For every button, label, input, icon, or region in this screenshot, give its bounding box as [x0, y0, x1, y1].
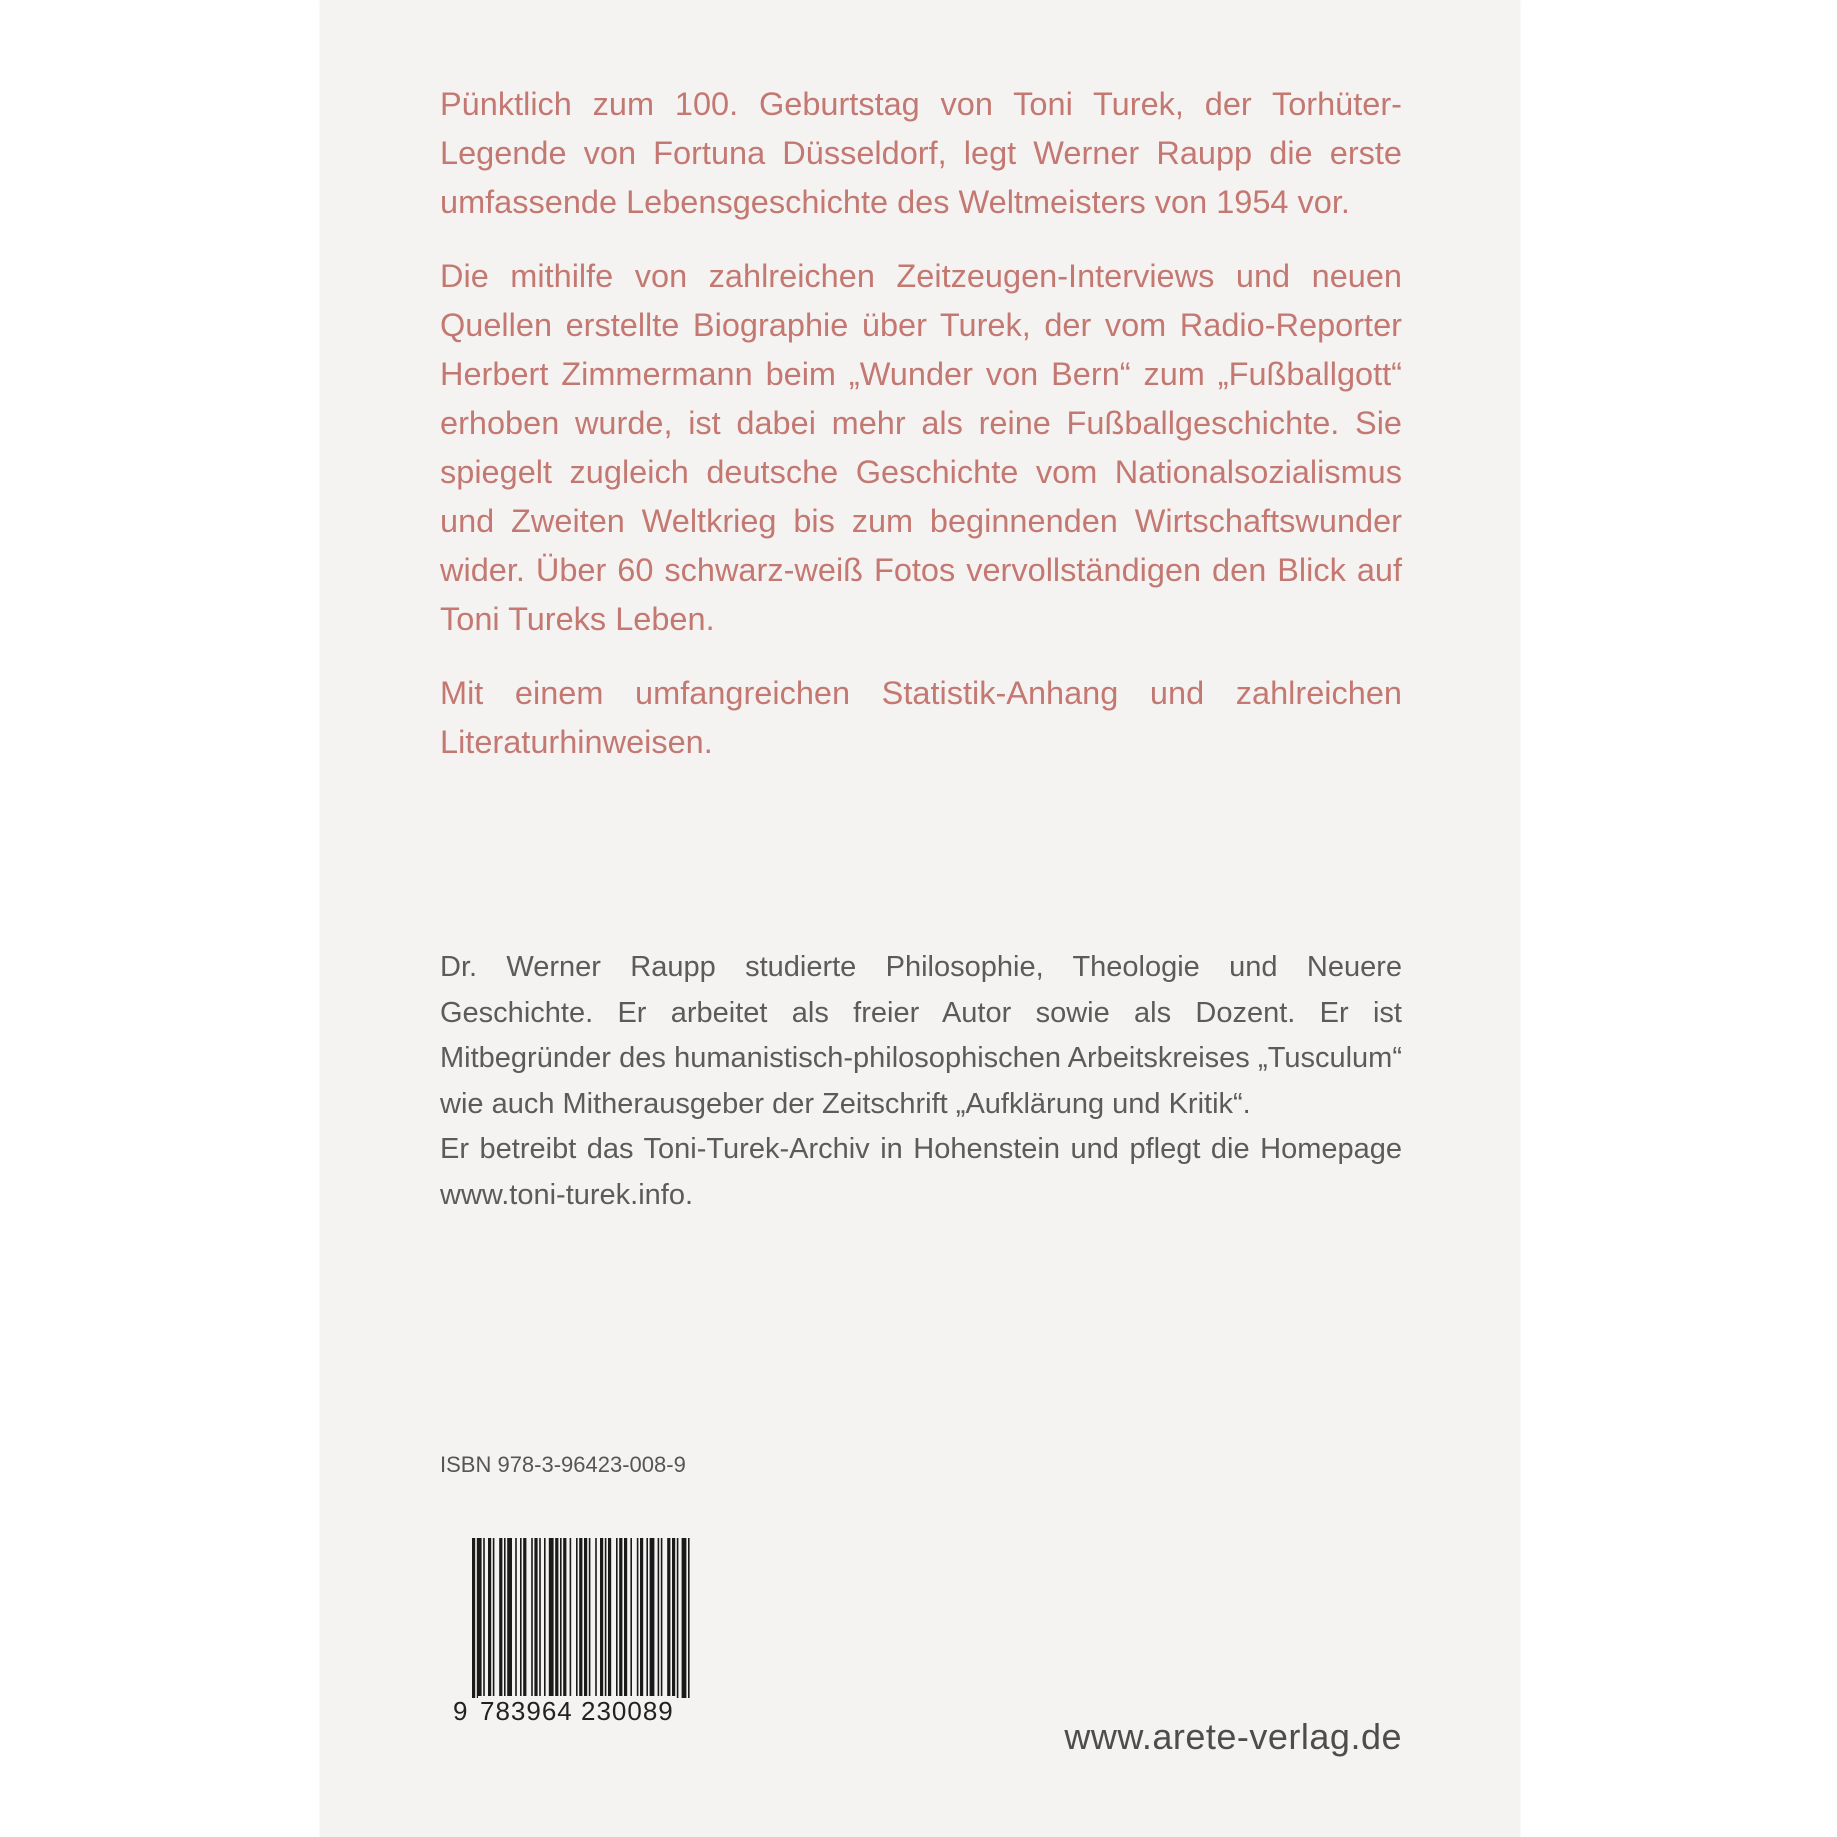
- barcode-bar: [605, 1538, 607, 1698]
- barcode-bar: [640, 1538, 643, 1698]
- barcode-bar: [477, 1538, 482, 1698]
- barcode-bar: [483, 1538, 485, 1698]
- barcode-bar: [534, 1538, 537, 1698]
- barcode-main-digits: 783964 230089: [480, 1696, 674, 1726]
- author-bio-text: Dr. Werner Raupp studierte Philosophie, Theologie und Neuere Geschichte. Er arbeitet als freier Autor sowie als Dozent. Er ist Mitbegründer des humanistisch-philosophischen Arbeitskreises „Tusculum“ wie auch Mitherausgeber der Zeitschrift „Aufklärung und Kritik“.: [440, 951, 1402, 1120]
- barcode-bar: [667, 1538, 670, 1698]
- barcode-bar: [549, 1538, 554, 1698]
- barcode-bar: [493, 1538, 495, 1698]
- barcode-bar: [630, 1538, 632, 1698]
- barcode-bar: [682, 1538, 687, 1698]
- barcode-bar: [600, 1538, 603, 1698]
- barcode-bar: [504, 1538, 506, 1698]
- barcode-bar: [507, 1538, 512, 1698]
- barcode-bar: [544, 1538, 546, 1698]
- book-back-cover: [320, 0, 1520, 1837]
- barcode-bar: [472, 1538, 475, 1698]
- barcode: [450, 1538, 695, 1738]
- barcode-bar: [520, 1538, 522, 1698]
- barcode-bar: [499, 1538, 502, 1698]
- barcode-bar: [619, 1538, 622, 1698]
- author-bio-text-2: Er betreibt das Toni-Turek-Archiv in Hohenstein und pflegt die Homepage www.toni-turek.info.: [440, 1133, 1402, 1211]
- barcode-bar: [539, 1538, 541, 1698]
- blurb-section: [440, 80, 1402, 792]
- barcode-bar: [646, 1538, 648, 1698]
- barcode-lead-digit: 9: [453, 1696, 468, 1726]
- barcode-bar: [616, 1538, 618, 1698]
- barcode-bar: [589, 1538, 591, 1698]
- barcode-bar: [555, 1538, 558, 1698]
- barcode-bar: [658, 1538, 660, 1698]
- barcode-bar: [688, 1538, 690, 1698]
- author-bio-section: [440, 945, 1402, 1218]
- barcode-bar: [560, 1538, 562, 1698]
- barcode-bar: [579, 1538, 582, 1698]
- barcode-bar: [661, 1538, 663, 1698]
- barcode-bars: [450, 1538, 695, 1698]
- barcode-bar: [608, 1538, 611, 1698]
- barcode-bar: [515, 1538, 517, 1698]
- barcode-bar: [531, 1538, 533, 1698]
- barcode-bar: [584, 1538, 587, 1698]
- barcode-bar: [672, 1538, 675, 1698]
- blurb-paragraph-1: Pünktlich zum 100. Geburtstag von Toni Turek, der Torhüter-Legende von Fortuna Düsseldorf, legt Werner Raupp die erste umfassende Lebensgeschichte des Weltmeisters von 1954 vor.: [440, 86, 1402, 220]
- barcode-bar: [650, 1538, 655, 1698]
- barcode-bar: [570, 1538, 572, 1698]
- barcode-bar: [563, 1538, 566, 1698]
- blurb-paragraph-3: Mit einem umfangreichen Statistik-Anhang und zahlreichen Literaturhinweisen.: [440, 675, 1402, 760]
- barcode-bar: [677, 1538, 679, 1698]
- barcode-bar: [637, 1538, 639, 1698]
- barcode-bar: [523, 1538, 526, 1698]
- barcode-bar: [488, 1538, 491, 1698]
- barcode-bar: [624, 1538, 627, 1698]
- barcode-bar: [576, 1538, 578, 1698]
- barcode-bar: [595, 1538, 597, 1698]
- isbn-label: ISBN 978-3-96423-008-9: [440, 1452, 686, 1477]
- blurb-paragraph-2: Die mithilfe von zahlreichen Zeitzeugen-Interviews und neuen Quellen erstellte Biographie über Turek, der vom Radio-Reporter Herbert Zimmermann beim „Wunder von Bern“ zum „Fußballgott“ erhoben wurde, ist dabei mehr als reine Fußballgeschichte. Sie spiegelt zugleich deutsche Geschichte vom Nationalsozialismus und Zweiten Weltkrieg bis zum beginnenden Wirtschaftswunder wider. Über 60 schwarz-weiß Fotos vervollständigen den Blick auf Toni Tureks Leben.: [440, 258, 1402, 637]
- publisher-website: www.arete-verlag.de: [1064, 1716, 1402, 1757]
